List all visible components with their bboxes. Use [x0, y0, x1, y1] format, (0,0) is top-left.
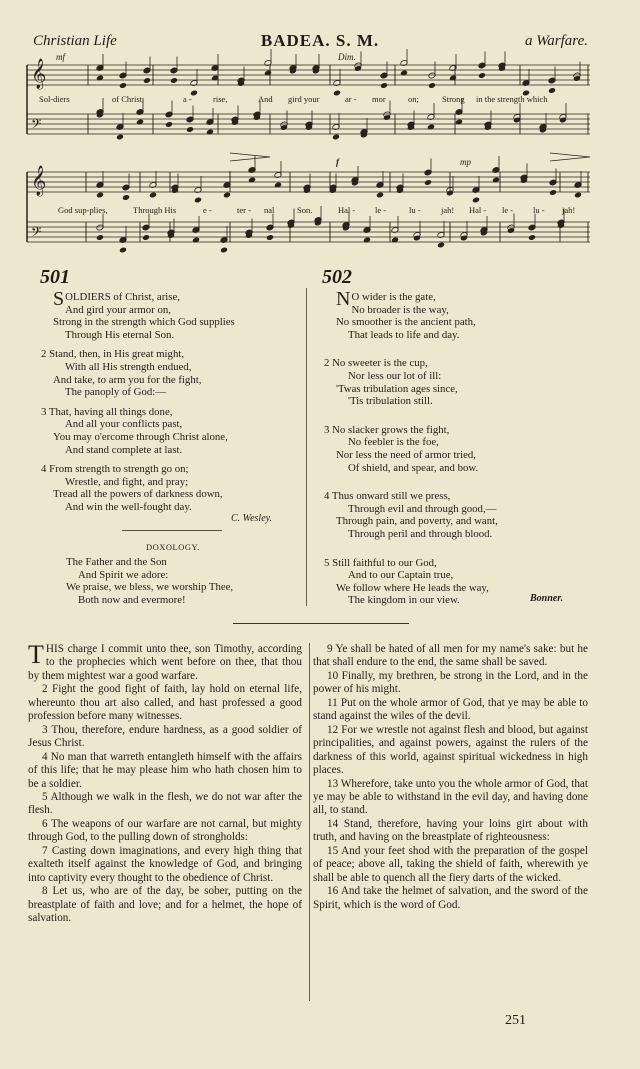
line: And all your conflicts past, — [65, 418, 183, 431]
note-head — [194, 197, 202, 204]
lyric-syllable: And — [258, 94, 273, 104]
crescendo-hairpin — [230, 153, 270, 161]
bass-clef: 𝄢 — [31, 224, 42, 243]
stanza-1 — [53, 288, 303, 341]
note-head — [119, 82, 127, 89]
running-header-right: a Warfare. — [524, 33, 588, 49]
line: And Spirit we adore: — [78, 568, 169, 581]
stanza-3 — [324, 423, 606, 474]
line: No broader is the way, — [351, 303, 449, 316]
lyric-syllable: gird your — [288, 94, 320, 104]
doxology-text — [66, 556, 306, 606]
hymn-501-text — [41, 288, 303, 514]
lyric-syllable: lu - — [409, 205, 421, 215]
treble-clef: 𝄞 — [31, 59, 47, 89]
reading-right-column — [313, 643, 588, 912]
verse: HIS charge I commit unto thee, son Timothy, according to the prophecies which went before on thee, that thou by them mightest war a good warfare. — [28, 643, 302, 682]
note-head — [143, 77, 151, 84]
column-divider — [306, 288, 307, 606]
lyric-syllable: le - — [502, 205, 514, 215]
lyric-syllable: on; — [408, 94, 419, 104]
verse: 8 Let us, who are of the day, be sober, putting on the breastplate of faith and love; and for a helmet, the hope of salvation. — [28, 885, 302, 925]
lyric-syllable: a - — [183, 94, 192, 104]
note-head — [220, 247, 228, 254]
line: The panoply of God:— — [65, 386, 167, 399]
author-501: C. Wesley. — [231, 513, 273, 524]
page-number: 251 — [505, 1013, 526, 1028]
note-head — [332, 134, 340, 141]
note-head — [116, 134, 124, 141]
line: Nor less the need of armor tried, — [336, 448, 477, 461]
line: O wider is the gate, — [351, 291, 436, 303]
verse: 14 Stand, therefore, having your loins girt about with truth, and having on the breastplate of righteousness: — [313, 817, 588, 844]
note-head — [472, 197, 480, 204]
lyric-syllable: Sol-diers — [39, 94, 70, 104]
hymn-502-text — [324, 288, 606, 607]
verse: 11 Put on the whole armor of God, that ye may be able to stand against the wiles of the devil. — [313, 696, 588, 723]
verse: 9 Ye shall be hated of all men for my name's sake: but he that shall endure to the end, the same shall be saved. — [313, 643, 588, 669]
stanza-1 — [336, 288, 606, 341]
verse: 15 And your feet shod with the preparation of the gospel of peace; above all, taking the shield of faith, wherewith ye shall be able to quench all the fiery darts of the wicked. — [313, 844, 588, 884]
verse: 3 Thou, therefore, endure hardness, as a good soldier of Jesus Christ. — [28, 723, 302, 750]
line: No smoother is the ancient path, — [336, 316, 476, 329]
line: We praise, we bless, we worship Thee, — [66, 581, 234, 594]
line: And stand complete at last. — [65, 443, 183, 456]
lyric-syllable: Hal - — [338, 205, 356, 215]
verse: 7 Casting down imaginations, and every high thing that exalteth itself against the knowledge of God, and bringing into captivity every thought to the obedience of Christ. — [28, 844, 302, 884]
treble-clef: 𝄞 — [31, 166, 47, 196]
line: 4 Thus onward still we press, — [324, 490, 451, 503]
lyric-syllable: Son. — [297, 205, 313, 215]
line: 3 No slacker grows the fight, — [324, 423, 450, 436]
dynamic-dim: Dim. — [338, 52, 356, 62]
line: That leads to life and day. — [348, 328, 460, 341]
note-head — [266, 234, 274, 241]
note-head — [119, 247, 127, 254]
lyric-syllable: le - — [375, 205, 387, 215]
line: Strong in the strength which God supplies — [53, 316, 235, 329]
note-head — [548, 87, 556, 94]
line: The Father and the Son — [66, 556, 167, 568]
line: 3 That, having all things done, — [41, 405, 173, 418]
note-head — [96, 234, 104, 241]
section-rule — [233, 623, 409, 624]
line: No feebler is the foe, — [348, 436, 439, 449]
lyric-syllable: ter - — [237, 205, 251, 215]
line: Through pain, and poverty, and want, — [336, 515, 498, 528]
note-head — [549, 189, 557, 196]
line: Tread all the powers of darkness down, — [53, 488, 223, 501]
lyric-syllable: of Christ, — [112, 94, 145, 104]
note-head — [574, 192, 582, 199]
line: 5 Still faithful to our God, — [324, 556, 437, 569]
crescendo-hairpin — [550, 153, 590, 161]
stanza-2 — [41, 348, 303, 399]
note-head — [376, 192, 384, 199]
lyric-syllable: God sup-plies, — [58, 205, 108, 215]
tune-title: BADEA. S. M. — [260, 31, 380, 50]
running-header-left: Christian Life — [33, 33, 117, 49]
stanza-2 — [324, 357, 606, 408]
line: And gird your armor on, — [65, 303, 171, 316]
note-head — [142, 234, 150, 241]
line: With all His strength endued, — [65, 360, 192, 373]
lyric-syllable: Through His — [133, 205, 177, 215]
divider-rule — [122, 530, 222, 531]
lyric-syllable: e - — [203, 205, 212, 215]
reading-dropcap: T — [28, 640, 44, 669]
lyric-syllable: rise, — [213, 94, 228, 104]
line: Wrestle, and fight, and pray; — [65, 475, 189, 488]
verse: 6 The weapons of our warfare are not carnal, but mighty through God, to the pulling down of strongholds: — [28, 817, 302, 844]
note-head — [165, 121, 173, 128]
note-head — [528, 234, 536, 241]
lyric-syllable: mor — [372, 94, 386, 104]
reading-left-column — [28, 640, 302, 926]
dropcap: N — [336, 288, 351, 310]
note-head — [428, 82, 436, 89]
note-head — [424, 179, 432, 186]
line: Through evil and through good,— — [348, 502, 497, 515]
line: 'Tis tribulation still. — [348, 395, 433, 408]
doxology-title: DOXOLOGY. — [146, 542, 200, 552]
line: OLDIERS of Christ, arise, — [65, 291, 180, 303]
line: We follow where He leads the way, — [336, 581, 489, 594]
lyric-syllable: in the strength which — [476, 94, 548, 104]
note-head — [478, 72, 486, 79]
lyric-syllable: jah! — [441, 205, 455, 215]
stanza-4 — [41, 463, 303, 513]
line: And take, to arm you for the fight, — [53, 373, 202, 386]
verse: 4 No man that warreth entangleth himself with the affairs of this life; that he may please him who hath chosen him to be a soldier. — [28, 750, 302, 790]
note-head — [149, 192, 157, 199]
line: Through His eternal Son. — [65, 328, 175, 341]
note-head — [186, 126, 194, 133]
dynamic-mp: mp — [460, 157, 471, 167]
note-head — [223, 192, 231, 199]
line: And win the well-fought day. — [65, 500, 192, 513]
line: 'Twas tribulation ages since, — [336, 382, 458, 395]
stanza-3 — [41, 405, 303, 456]
hymn-number-502: 502 — [322, 266, 352, 288]
lyric-syllable: Strong — [442, 94, 465, 104]
lyric-syllable: lu - — [533, 205, 545, 215]
note-head — [380, 82, 388, 89]
line: 2 No sweeter is the cup, — [324, 357, 428, 370]
line: 4 From strength to strength go on; — [41, 463, 189, 476]
hymn-number-501: 501 — [40, 266, 70, 288]
dynamic-f: f — [336, 157, 339, 167]
note-head — [333, 90, 341, 97]
verse: 5 Although we walk in the flesh, we do not war after the flesh. — [28, 790, 302, 817]
lyric-syllable: nal — [264, 205, 275, 215]
line: Of shield, and spear, and bow. — [348, 461, 479, 474]
line: 2 Stand, then, in His great might, — [41, 348, 185, 361]
line: And to our Captain true, — [348, 569, 454, 582]
line: Nor less our lot of ill: — [348, 369, 442, 382]
stanza-4 — [324, 490, 606, 540]
line: You may o'ercome through Christ alone, — [53, 430, 228, 443]
author-502: Bonner. — [530, 593, 564, 604]
lyric-syllable: ar - — [345, 94, 357, 104]
line: The kingdom in our view. — [348, 594, 460, 607]
verse: 12 For we wrestle not against flesh and blood, but against principalities, and against powers, against the rulers of the darkness of this world, against spiritual wickedness in high places. — [313, 723, 588, 777]
stanza-5 — [324, 556, 606, 607]
note-head — [96, 192, 104, 199]
note-head — [437, 242, 445, 249]
music-score — [0, 0, 640, 270]
verse: 10 Finally, my brethren, be strong in the Lord, and in the power of his might. — [313, 669, 588, 696]
verse: 16 And take the helmet of salvation, and the sword of the Spirit, which is the word of God. — [313, 885, 588, 911]
bass-clef: 𝄢 — [31, 116, 42, 135]
line: Both now and evermore! — [78, 593, 186, 606]
note-head — [170, 77, 178, 84]
verse: 13 Wherefore, take unto you the whole armor of God, that ye may be able to withstand in the evil day, and having done all, to stand. — [313, 777, 588, 817]
dropcap: S — [53, 288, 65, 310]
reading-column-divider — [309, 643, 310, 1001]
note-head — [122, 194, 130, 201]
lyric-syllable: jah! — [562, 205, 576, 215]
verse: 2 Fight the good fight of faith, lay hold on eternal life, whereunto thou art also called, and hast professed a good profession before many witnesses. — [28, 683, 302, 723]
lyric-syllable: Hal - — [469, 205, 487, 215]
dynamic-mf: mf — [56, 52, 65, 62]
line: Through peril and through blood. — [348, 527, 493, 540]
